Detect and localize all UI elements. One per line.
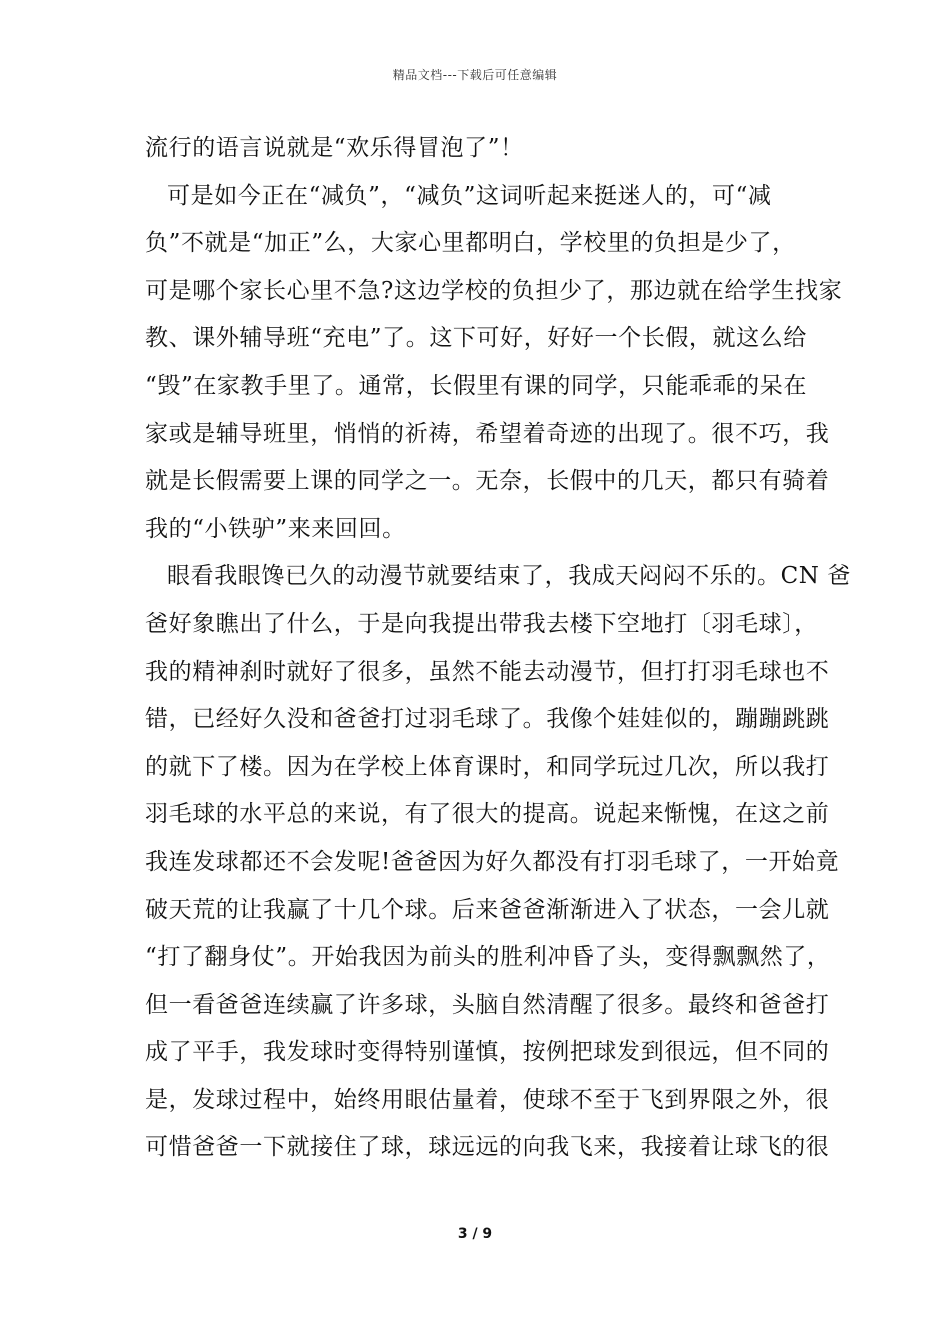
page-number: 3 / 9 <box>457 1226 493 1242</box>
text-line-16: 我连发球都还不会发呢!爸爸因为好久都没有打羽毛球了，一开始竟 <box>145 848 840 875</box>
text-line-3: 负”不就是“加正”么，大家心里都明白，学校里的负担是少了， <box>145 230 796 257</box>
text-line-4: 可是哪个家长心里不急?这边学校的负担少了，那边就在给学生找家 <box>145 277 843 304</box>
text-line-8: 就是长假需要上课的同学之一。无奈，长假中的几天，都只有骑着 <box>145 468 830 495</box>
text-line-22: 可惜爸爸一下就接住了球，球远远的向我飞来，我接着让球飞的很 <box>145 1134 830 1161</box>
text-line-11: 爸好象瞧出了什么，于是向我提出带我去楼下空地打〔羽毛球〕， <box>145 610 818 637</box>
text-line-2: 可是如今正在“减负”，“减负”这词听起来挺迷人的，可“减 <box>167 182 772 209</box>
text-line-21: 是，发球过程中，始终用眼估量着，使球不至于飞到界限之外，很 <box>145 1086 830 1113</box>
document-body <box>145 128 852 1175</box>
text-line-6: “毁”在家教手里了。通常，长假里有课的同学，只能乖乖的呆在 <box>145 372 807 399</box>
text-line-13: 错，已经好久没和爸爸打过羽毛球了。我像个娃娃似的，蹦蹦跳跳 <box>145 706 830 733</box>
text-line-19: 但一看爸爸连续赢了许多球，头脑自然清醒了很多。最终和爸爸打 <box>145 991 830 1018</box>
page-header: 精品文档---下载后可任意编辑 <box>392 68 558 82</box>
text-line-20: 成了平手，我发球时变得特别谨慎，按例把球发到很远，但不同的 <box>145 1039 830 1066</box>
text-line-9: 我的“小铁驴”来来回回。 <box>145 515 406 542</box>
text-line-10: 眼看我眼馋已久的动漫节就要结束了，我成天闷闷不乐的。CN 爸 <box>167 563 852 590</box>
text-line-1: 流行的语言说就是“欢乐得冒泡了”！ <box>145 135 524 161</box>
text-line-7: 家或是辅导班里，悄悄的祈祷，希望着奇迹的出现了。很不巧，我 <box>145 420 830 447</box>
text-line-15: 羽毛球的水平总的来说，有了很大的提高。说起来惭愧，在这之前 <box>145 801 830 828</box>
text-line-5: 教、课外辅导班“充电”了。这下可好，好好一个长假，就这么给 <box>145 325 807 352</box>
text-line-18: “打了翻身仗”。开始我因为前头的胜利冲昏了头，变得飘飘然了， <box>145 944 831 971</box>
text-line-12: 我的精神刹时就好了很多，虽然不能去动漫节，但打打羽毛球也不 <box>145 658 830 685</box>
text-line-14: 的就下了楼。因为在学校上体育课时，和同学玩过几次，所以我打 <box>145 753 830 780</box>
text-line-17: 破天荒的让我赢了十几个球。后来爸爸渐渐进入了状态，一会儿就 <box>145 896 830 923</box>
